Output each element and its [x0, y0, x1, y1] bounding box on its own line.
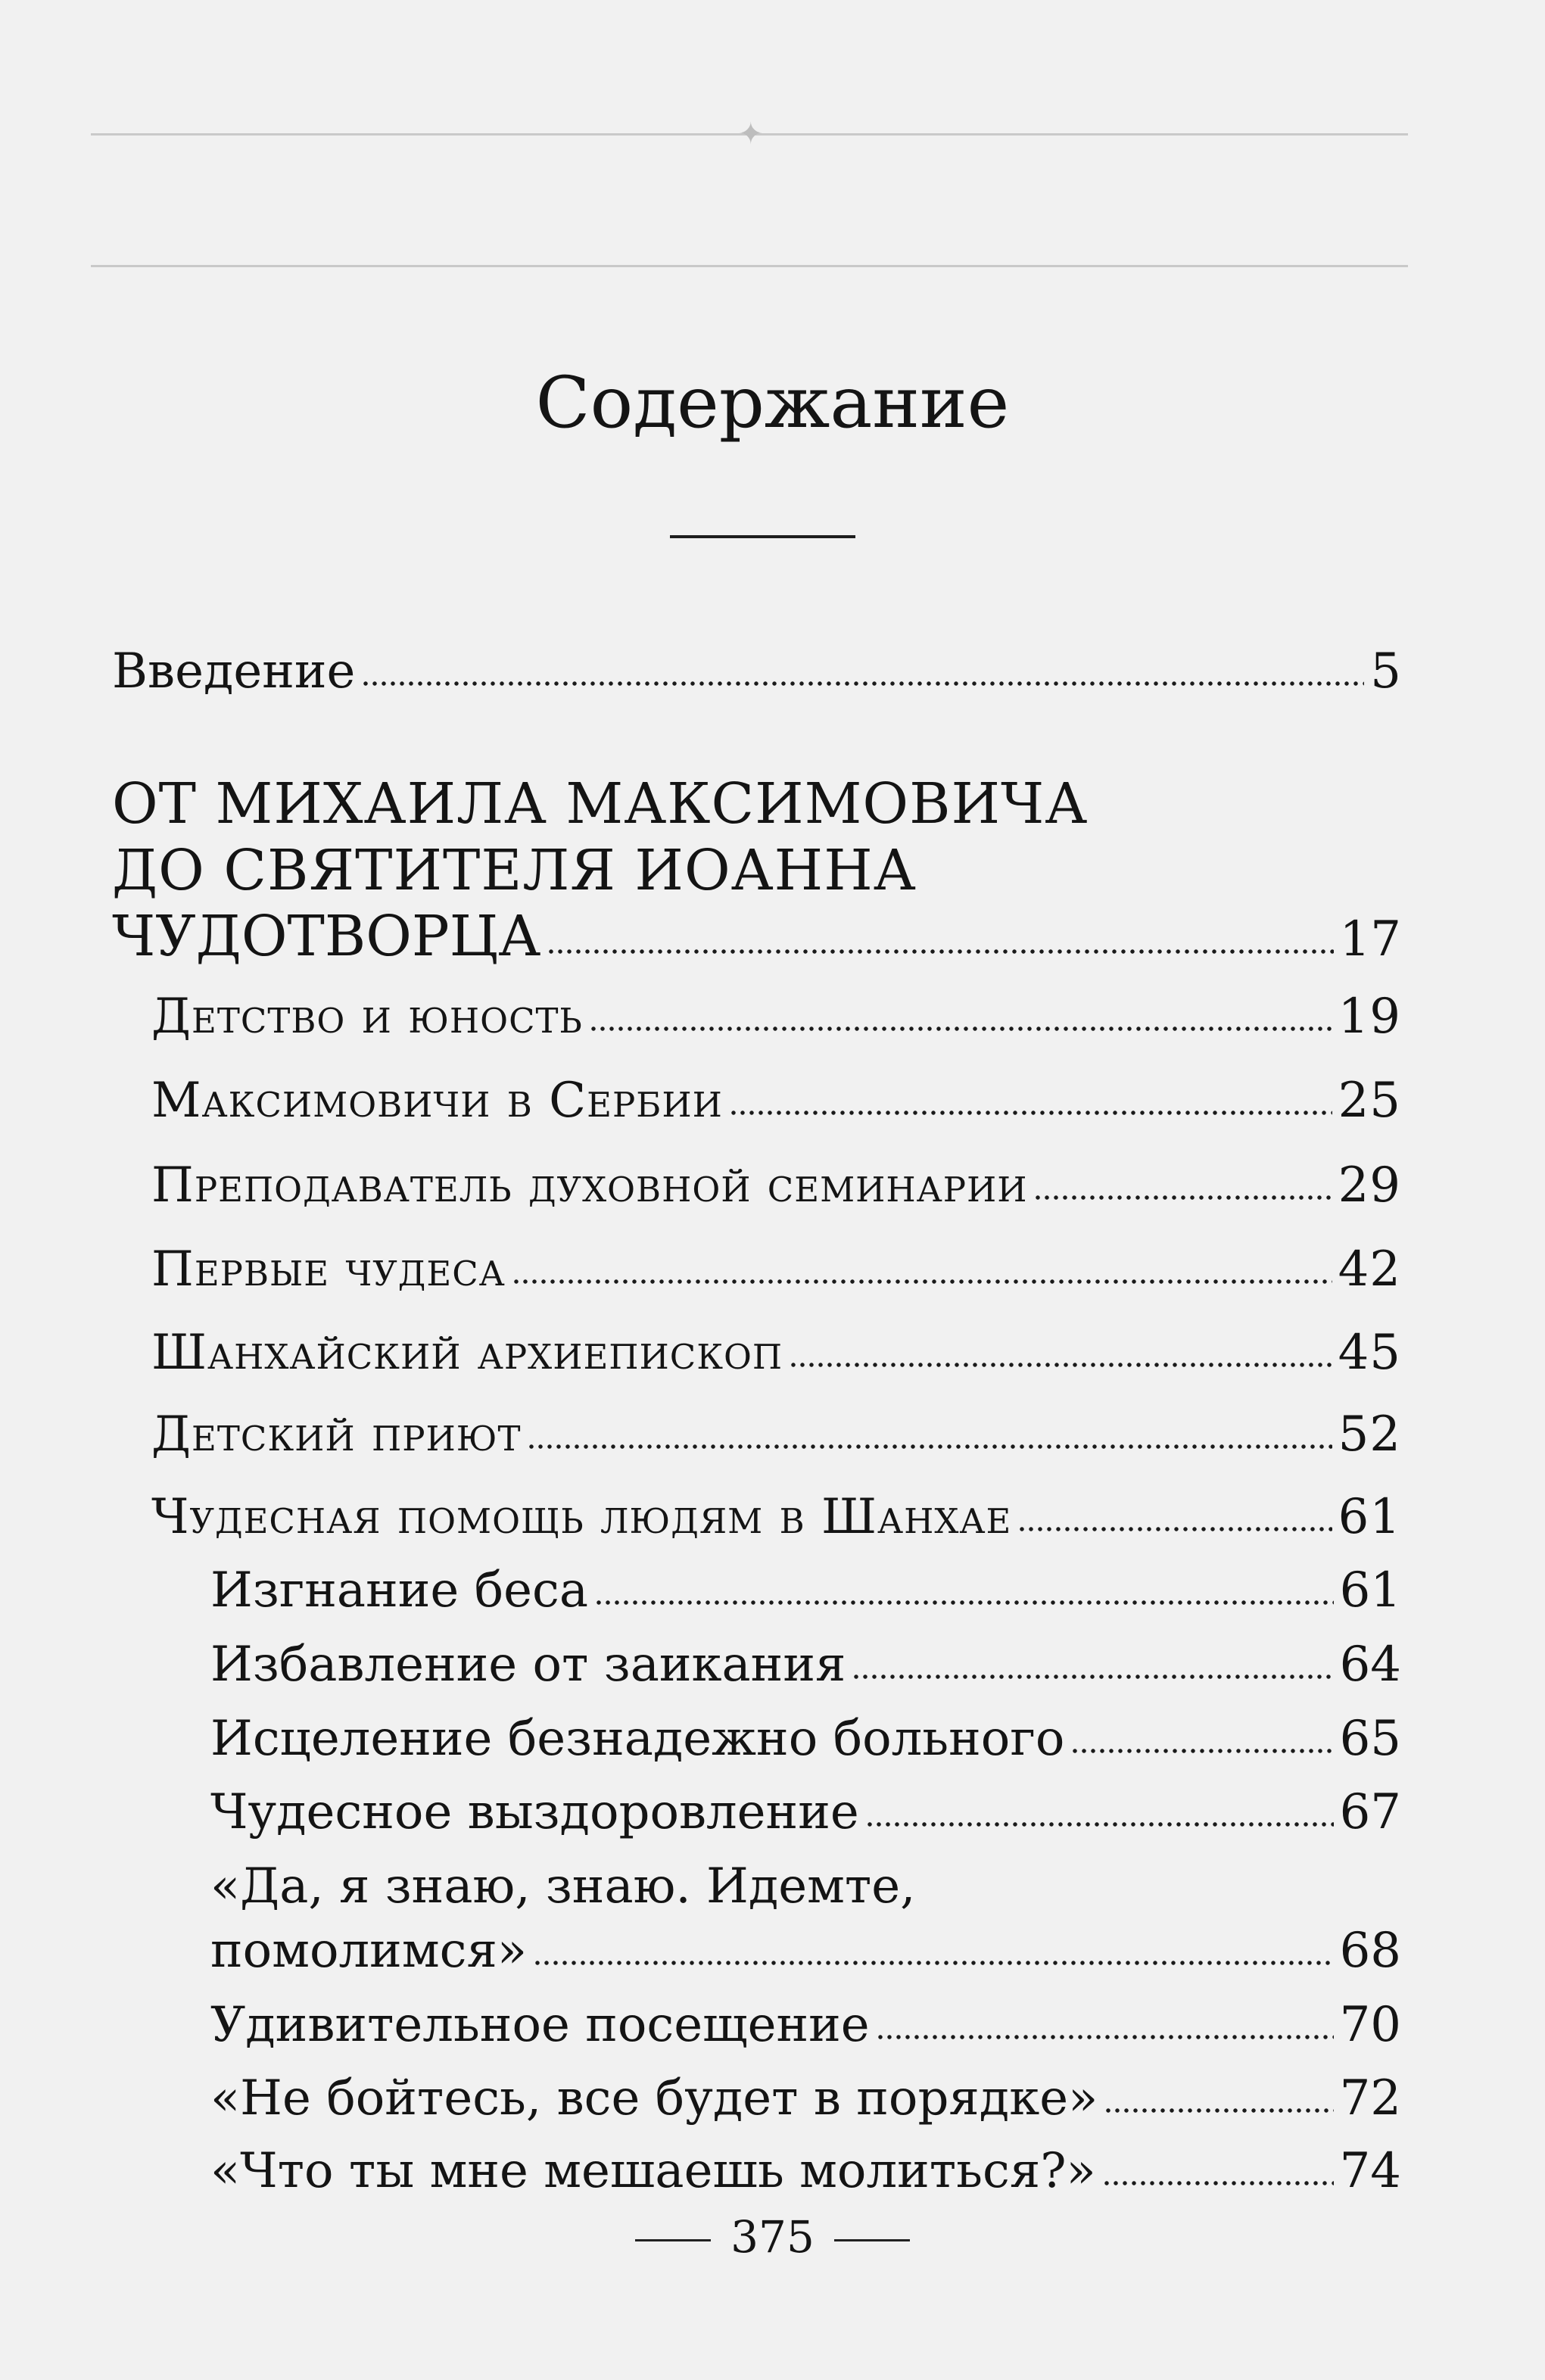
- toc-entry-page: 61: [1338, 1489, 1401, 1545]
- toc-entry-chapter: [151, 1232, 1401, 1307]
- toc-entry-chapter: [151, 1316, 1401, 1390]
- toc-entry-page: 68: [1339, 1923, 1401, 1979]
- toc-entry-section: [210, 1553, 1401, 1628]
- toc-entry-label: Избавление от заикания: [210, 1637, 846, 1693]
- title-underline: [670, 535, 855, 538]
- toc-entry-section: [210, 1988, 1401, 2062]
- toc-entry-label: Преподаватель духовной семинарии: [151, 1157, 1028, 1213]
- leader-dots: [865, 1821, 1334, 1828]
- toc-entry-label: Детство и юность: [151, 989, 583, 1045]
- leader-dots: [533, 1959, 1334, 1967]
- toc-entry-page: 65: [1339, 1711, 1401, 1767]
- toc-entry-label: Чудесная помощь людям в Шанхае: [151, 1489, 1012, 1545]
- toc-entry-label-line-1: «Да, я знаю, знаю. Идемте,: [210, 1858, 916, 1914]
- toc-entry-chapter: [151, 1480, 1401, 1554]
- toc-entry-label: «Что ты мне мешаешь молиться?»: [210, 2143, 1096, 2199]
- page-number: 375: [730, 2211, 815, 2263]
- toc-entry-page: 64: [1339, 1637, 1401, 1693]
- toc-entry-chapter: [151, 1064, 1401, 1138]
- toc-entry-section: [210, 1775, 1401, 1849]
- toc-entry-section: [210, 2061, 1401, 2135]
- toc-entry-page: 29: [1338, 1157, 1401, 1213]
- part-heading-line-1: ОТ МИХАИЛА МАКСИМОВИЧА: [112, 771, 1089, 836]
- toc-entry-chapter: [151, 980, 1401, 1054]
- leader-dots: [1102, 2179, 1334, 2187]
- page-footer: [0, 2210, 1545, 2263]
- toc-entry-label: Чудесное выздоровление: [210, 1784, 859, 1840]
- leader-dots: [589, 1025, 1332, 1033]
- footer-dash-right: [834, 2239, 910, 2241]
- toc-entry-page: 42: [1338, 1241, 1401, 1297]
- leader-dots: [729, 1109, 1332, 1117]
- leader-dots: [1104, 2107, 1333, 2114]
- toc-entry-label: Детский приют: [151, 1407, 522, 1463]
- toc-entry-label: Максимовичи в Сербии: [151, 1073, 723, 1129]
- ghost-ornament-icon: ✦: [738, 117, 764, 151]
- page-title: Содержание: [535, 362, 1010, 444]
- toc-entry-introduction: [112, 634, 1401, 709]
- toc-entry-page: 17: [1339, 911, 1401, 967]
- leader-dots: [789, 1361, 1332, 1369]
- toc-entry-page: 67: [1339, 1784, 1401, 1840]
- toc-entry-chapter: [151, 1148, 1401, 1223]
- part-heading-line-2: ДО СВЯТИТЕЛЯ ИОАННА: [112, 838, 917, 903]
- toc-entry-label: Первые чудеса: [151, 1241, 506, 1297]
- leader-dots: [876, 2033, 1334, 2041]
- toc-entry-section: [210, 1914, 1401, 1988]
- leader-dots: [512, 1278, 1332, 1285]
- toc-entry-page: 74: [1339, 2143, 1401, 2199]
- toc-entry-page: 70: [1339, 1997, 1401, 2053]
- leader-dots: [1033, 1194, 1332, 1201]
- toc-entry-page: 19: [1338, 989, 1401, 1045]
- toc-entry-label: «Не бойтесь, все будет в порядке»: [210, 2070, 1098, 2126]
- toc-entry-part: [112, 899, 1401, 977]
- leader-dots: [852, 1673, 1333, 1681]
- toc-entry-section: [210, 2134, 1401, 2208]
- leader-dots: [594, 1599, 1334, 1606]
- leader-dots: [547, 948, 1333, 955]
- part-heading-line-3: ЧУДОТВОРЦА: [112, 904, 541, 969]
- leader-dots: [527, 1443, 1332, 1450]
- leader-dots: [1070, 1747, 1333, 1755]
- toc-entry-page: 61: [1339, 1562, 1401, 1618]
- toc-entry-label-line-2: помолимся»: [210, 1923, 527, 1979]
- toc-entry-page: 45: [1338, 1325, 1401, 1381]
- toc-entry-label: Введение: [112, 643, 356, 699]
- toc-entry-page: 72: [1339, 2070, 1401, 2126]
- toc-entry-section: [210, 1702, 1401, 1776]
- toc-entry-chapter: [151, 1397, 1401, 1472]
- ghost-header-rule-lower: [91, 265, 1408, 267]
- toc-entry-page: 52: [1338, 1407, 1401, 1463]
- leader-dots: [1017, 1525, 1332, 1533]
- toc-entry-page: 25: [1338, 1073, 1401, 1129]
- toc-entry-label: Изгнание беса: [210, 1562, 588, 1618]
- toc-entry-label: Шанхайский архиепископ: [151, 1325, 783, 1381]
- toc-entry-label: Исцеление безнадежно больного: [210, 1711, 1065, 1767]
- toc-entry-label: Удивительное посещение: [210, 1997, 870, 2053]
- leader-dots: [361, 680, 1364, 687]
- toc-entry-section: [210, 1628, 1401, 1702]
- footer-dash-left: [635, 2239, 711, 2241]
- toc-entry-page: 5: [1370, 643, 1401, 699]
